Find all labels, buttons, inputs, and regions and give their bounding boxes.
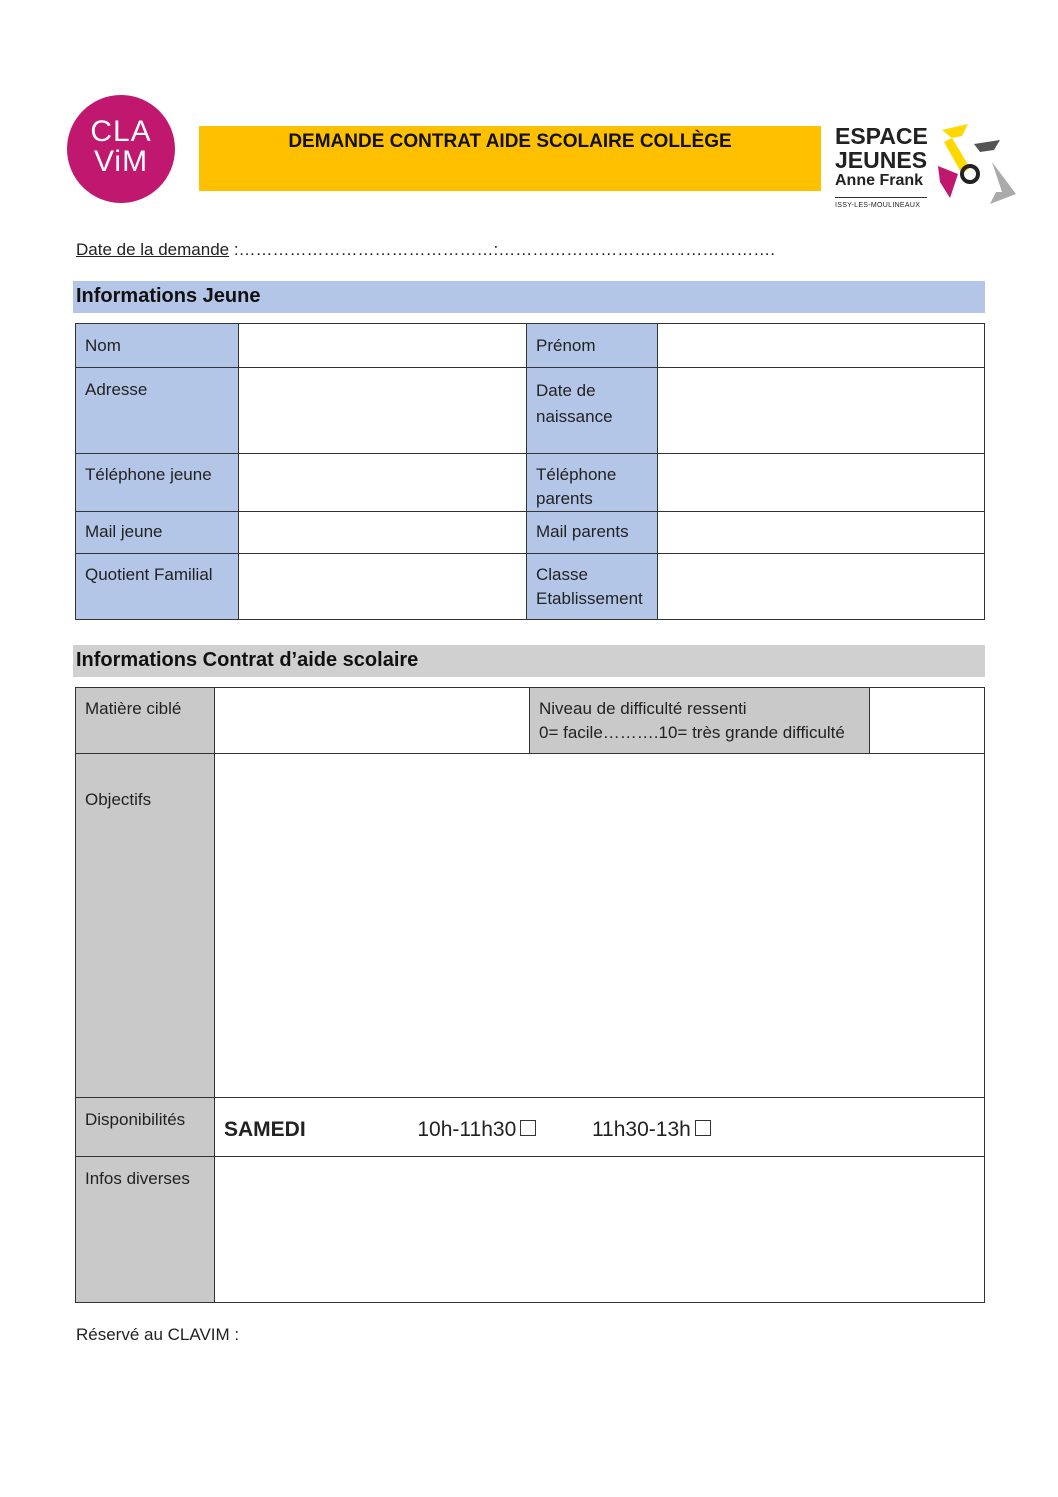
label-adresse: Adresse <box>76 368 239 454</box>
slot-2-checkbox[interactable] <box>695 1120 711 1136</box>
request-date-label: Date de la demande <box>76 240 230 259</box>
field-classe-etablissement[interactable] <box>658 554 985 620</box>
section-contract-info-title: Informations Contrat d’aide scolaire <box>76 649 419 671</box>
contract-info-table <box>75 687 985 1303</box>
label-mail-jeune: Mail jeune <box>76 512 239 554</box>
ej-logo-line-3: Anne Frank <box>835 172 924 189</box>
label-classe-etablissement: Classe Etablissement <box>527 554 658 620</box>
title-banner <box>199 126 821 191</box>
label-telephone-jeune: Téléphone jeune <box>76 454 239 512</box>
slot-2-label: 11h30-13h <box>591 1118 691 1141</box>
field-infos-diverses[interactable] <box>215 1157 985 1303</box>
day-samedi: SAMEDI <box>224 1118 306 1141</box>
field-adresse[interactable] <box>239 368 527 454</box>
ej-logo-line-4: ISSY-LES-MOULINEAUX <box>835 202 921 209</box>
request-date-line <box>76 240 775 260</box>
slot-1-checkbox[interactable] <box>520 1120 536 1136</box>
clavim-logo <box>67 95 175 203</box>
field-prenom[interactable] <box>658 324 985 368</box>
clavim-logo-text-1: CLA <box>90 115 152 148</box>
label-nom: Nom <box>76 324 239 368</box>
slot-1-label: 10h-11h30 <box>417 1118 517 1141</box>
label-telephone-parents: Téléphone parents <box>527 454 658 512</box>
niveau-line-1: Niveau de difficulté ressenti <box>539 699 747 718</box>
section-youth-info-header <box>73 281 985 313</box>
niveau-line-2: 0= facile……….10= très grande difficulté <box>539 723 845 742</box>
field-mail-parents[interactable] <box>658 512 985 554</box>
arrows-pinwheel-icon <box>930 122 1018 212</box>
section-youth-info-title: Informations Jeune <box>76 285 261 307</box>
ej-logo-divider <box>835 197 927 198</box>
field-disponibilites <box>215 1098 985 1157</box>
field-matiere[interactable] <box>215 688 530 754</box>
label-disponibilites: Disponibilités <box>76 1098 215 1157</box>
youth-info-table <box>75 323 985 620</box>
field-telephone-jeune[interactable] <box>239 454 527 512</box>
field-telephone-parents[interactable] <box>658 454 985 512</box>
field-date-naissance[interactable] <box>658 368 985 454</box>
label-prenom: Prénom <box>527 324 658 368</box>
field-nom[interactable] <box>239 324 527 368</box>
label-matiere: Matière ciblé <box>76 688 215 754</box>
section-contract-info-header <box>73 645 985 677</box>
field-niveau-difficulte[interactable] <box>870 688 985 754</box>
label-objectifs: Objectifs <box>76 754 215 1098</box>
field-quotient-familial[interactable] <box>239 554 527 620</box>
clavim-logo-text-2: ViM <box>93 145 149 178</box>
label-infos-diverses: Infos diverses <box>76 1157 215 1303</box>
ej-logo-line-1: ESPACE <box>835 123 928 149</box>
label-quotient-familial: Quotient Familial <box>76 554 239 620</box>
label-mail-parents: Mail parents <box>527 512 658 554</box>
page-title: DEMANDE CONTRAT AIDE SCOLAIRE COLLÈGE <box>288 131 732 152</box>
field-objectifs[interactable] <box>215 754 985 1098</box>
field-mail-jeune[interactable] <box>239 512 527 554</box>
ej-logo-line-2: JEUNES <box>835 147 928 173</box>
espace-jeunes-logo <box>835 122 1020 214</box>
reserved-clavim: Réservé au CLAVIM : <box>76 1325 240 1344</box>
label-niveau-difficulte <box>530 688 870 754</box>
request-date-field[interactable]: :………………………………………:…………………………………………. <box>229 240 776 259</box>
label-date-naissance: Date de naissance <box>527 368 658 454</box>
